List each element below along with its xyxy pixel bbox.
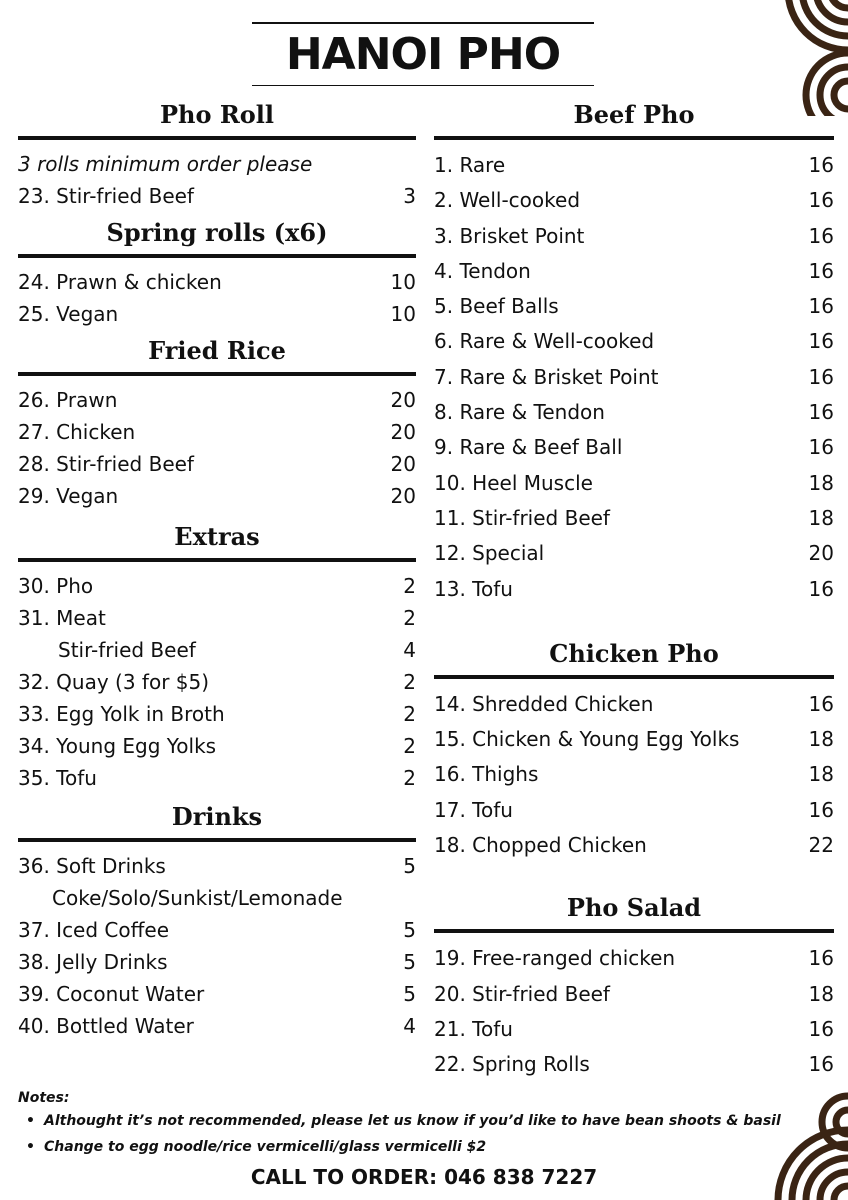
item-label: 20. Stir-fried Beef: [434, 981, 610, 1006]
item-price: 2: [403, 734, 416, 758]
menu-item: [18, 698, 416, 730]
menu-item: [18, 946, 416, 978]
section-rule: [434, 675, 834, 679]
section-drinks: [18, 800, 416, 1042]
item-label: 6. Rare & Well-cooked: [434, 329, 655, 354]
section-note: 3 rolls minimum order please: [18, 152, 313, 176]
item-price: 18: [808, 505, 834, 530]
section-rule: [18, 558, 416, 562]
menu-item: [434, 501, 834, 536]
item-label: Coke/Solo/Sunkist/Lemonade: [52, 886, 343, 910]
item-label: 2. Well-cooked: [434, 188, 581, 213]
menu-item: [18, 1010, 416, 1042]
menu-item: [18, 978, 416, 1010]
item-label: 5. Beef Balls: [434, 294, 559, 319]
menu-item: [434, 977, 834, 1012]
menu-item: [18, 762, 416, 794]
menu-item: [434, 289, 834, 324]
item-price: 16: [808, 153, 834, 177]
item-price: 16: [808, 691, 834, 716]
item-price: 20: [390, 388, 416, 412]
item-label: 37. Iced Coffee: [18, 918, 170, 942]
section-title: Extras: [174, 522, 260, 551]
item-label: 24. Prawn & chicken: [18, 270, 222, 294]
item-label: 38. Jelly Drinks: [18, 950, 168, 974]
notes: [18, 1088, 818, 1160]
menu-item: [18, 480, 416, 512]
item-price: 4: [403, 1014, 416, 1038]
item-price: 16: [808, 294, 834, 319]
item-price: 3: [403, 184, 416, 208]
menu-item: [434, 793, 834, 828]
item-price: 5: [403, 854, 416, 878]
item-price: 2: [403, 574, 416, 598]
note-item: • Change to egg noodle/rice vermicelli/glass vermicelli $2: [18, 1134, 818, 1160]
item-price: 18: [808, 727, 834, 752]
menu-item: [434, 722, 834, 757]
menu-item: [18, 666, 416, 698]
section-rule: [434, 136, 834, 140]
item-label: 21. Tofu: [434, 1016, 513, 1041]
menu-item: [434, 536, 834, 571]
section-rule: [18, 372, 416, 376]
item-price: 2: [403, 702, 416, 726]
title-rule-top: [252, 22, 594, 24]
item-price: 16: [808, 364, 834, 389]
section-title: Pho Roll: [159, 100, 275, 129]
section-rule: [434, 929, 834, 933]
item-label: 31. Meat: [18, 606, 106, 630]
item-price: 16: [808, 946, 834, 971]
section-rule: [18, 254, 416, 258]
item-label: 29. Vegan: [18, 484, 119, 508]
item-price: 18: [808, 470, 834, 495]
item-label: 12. Special: [434, 541, 545, 566]
header: [252, 22, 594, 86]
item-price: 10: [390, 270, 416, 294]
menu-item: [18, 730, 416, 762]
section-pho-roll: [18, 98, 416, 212]
menu-item: [434, 395, 834, 430]
menu-item: [18, 570, 416, 602]
item-price: 5: [403, 982, 416, 1006]
menu-item: [434, 183, 834, 218]
item-label: 28. Stir-fried Beef: [18, 452, 194, 476]
item-label: 36. Soft Drinks: [18, 854, 166, 878]
menu-item: [434, 1012, 834, 1047]
item-price: 20: [808, 541, 834, 566]
menu-item: [18, 914, 416, 946]
section-fried-rice: [18, 334, 416, 512]
section-pho-salad: [434, 891, 834, 1082]
section-title: Fried Rice: [148, 336, 286, 365]
menu-item: [18, 448, 416, 480]
item-price: 16: [808, 1016, 834, 1041]
item-label: 14. Shredded Chicken: [434, 691, 654, 716]
menu-item: [18, 266, 416, 298]
item-label: 11. Stir-fried Beef: [434, 505, 610, 530]
section-chicken-pho: [434, 637, 834, 863]
menu-item: [434, 1047, 834, 1082]
left-column: [18, 98, 416, 1042]
menu-item: [18, 180, 416, 212]
menu-item: [434, 254, 834, 289]
menu-item: [434, 219, 834, 254]
item-price: 20: [390, 452, 416, 476]
menu-item: [434, 757, 834, 792]
item-label: 26. Prawn: [18, 388, 118, 412]
menu-item: [434, 572, 834, 607]
menu-item: [18, 416, 416, 448]
menu-item: [434, 941, 834, 976]
item-label: 33. Egg Yolk in Broth: [18, 702, 225, 726]
item-label: 27. Chicken: [18, 420, 136, 444]
item-price: 20: [390, 484, 416, 508]
page-title: HANOI PHO: [285, 29, 561, 80]
item-label: 15. Chicken & Young Egg Yolks: [434, 727, 740, 752]
menu-item: [18, 602, 416, 634]
item-price: 2: [403, 766, 416, 790]
item-price: 4: [403, 638, 416, 662]
item-price: 2: [403, 670, 416, 694]
item-price: 18: [808, 762, 834, 787]
section-rule: [18, 136, 416, 140]
item-price: 10: [390, 302, 416, 326]
item-label: 13. Tofu: [434, 576, 513, 601]
menu-item: [18, 384, 416, 416]
item-label: 9. Rare & Beef Ball: [434, 435, 623, 460]
notes-label: Notes:: [18, 1090, 70, 1106]
menu-item: [434, 687, 834, 722]
item-price: 2: [403, 606, 416, 630]
item-price: 16: [808, 223, 834, 248]
menu-item: [18, 298, 416, 330]
item-label: 10. Heel Muscle: [434, 470, 593, 495]
item-label: 32. Quay (3 for $5): [18, 670, 210, 694]
item-price: 5: [403, 950, 416, 974]
note-item: • Althought it’s not recommended, please let us know if you’d like to have bean shoots & basil: [18, 1108, 818, 1134]
section-beef-pho: [434, 98, 834, 607]
item-label: 25. Vegan: [18, 302, 119, 326]
section-title: Spring rolls (x6): [106, 218, 328, 247]
item-price: 5: [403, 918, 416, 942]
section-title: Pho Salad: [566, 893, 702, 923]
item-label: 7. Rare & Brisket Point: [434, 364, 659, 389]
section-extras: [18, 520, 416, 794]
item-label: 16. Thighs: [434, 762, 539, 787]
section-title: Drinks: [171, 802, 263, 831]
item-price: 16: [808, 576, 834, 601]
menu-item: [434, 360, 834, 395]
menu-item: [434, 148, 834, 183]
menu-item: [434, 430, 834, 465]
item-label: 39. Coconut Water: [18, 982, 205, 1006]
item-label: 8. Rare & Tendon: [434, 400, 605, 425]
menu-item: [434, 828, 834, 863]
menu-item: [18, 882, 416, 914]
item-price: 16: [808, 435, 834, 460]
item-label: 34. Young Egg Yolks: [18, 734, 217, 758]
section-title: Beef Pho: [573, 100, 695, 129]
menu-item: [434, 466, 834, 501]
item-price: 16: [808, 1052, 834, 1077]
item-label: 30. Pho: [18, 574, 94, 598]
item-price: 16: [808, 797, 834, 822]
item-label: 40. Bottled Water: [18, 1014, 194, 1038]
title-rule-bottom: [252, 85, 594, 86]
menu-item: [18, 634, 416, 666]
item-label: 23. Stir-fried Beef: [18, 184, 194, 208]
item-label: 1. Rare: [434, 153, 506, 177]
item-label: 35. Tofu: [18, 766, 97, 790]
item-price: 16: [808, 400, 834, 425]
item-label: 4. Tendon: [434, 258, 531, 283]
item-label: 18. Chopped Chicken: [434, 833, 647, 858]
section-spring-rolls: [18, 216, 416, 330]
item-price: 22: [808, 833, 834, 858]
item-label: 3. Brisket Point: [434, 223, 585, 248]
item-label: 22. Spring Rolls: [434, 1052, 590, 1077]
item-price: 20: [390, 420, 416, 444]
item-label: Stir-fried Beef: [58, 638, 196, 662]
item-price: 18: [808, 981, 834, 1006]
call-to-order: CALL TO ORDER: 046 838 7227: [250, 1165, 598, 1189]
item-label: 19. Free-ranged chicken: [434, 946, 676, 971]
item-price: 16: [808, 188, 834, 213]
section-title: Chicken Pho: [549, 638, 719, 668]
menu-item: [434, 324, 834, 359]
menu-item: [18, 850, 416, 882]
item-price: 16: [808, 329, 834, 354]
item-price: 16: [808, 258, 834, 283]
section-rule: [18, 838, 416, 842]
right-column: [434, 98, 834, 1083]
item-label: 17. Tofu: [434, 797, 513, 822]
